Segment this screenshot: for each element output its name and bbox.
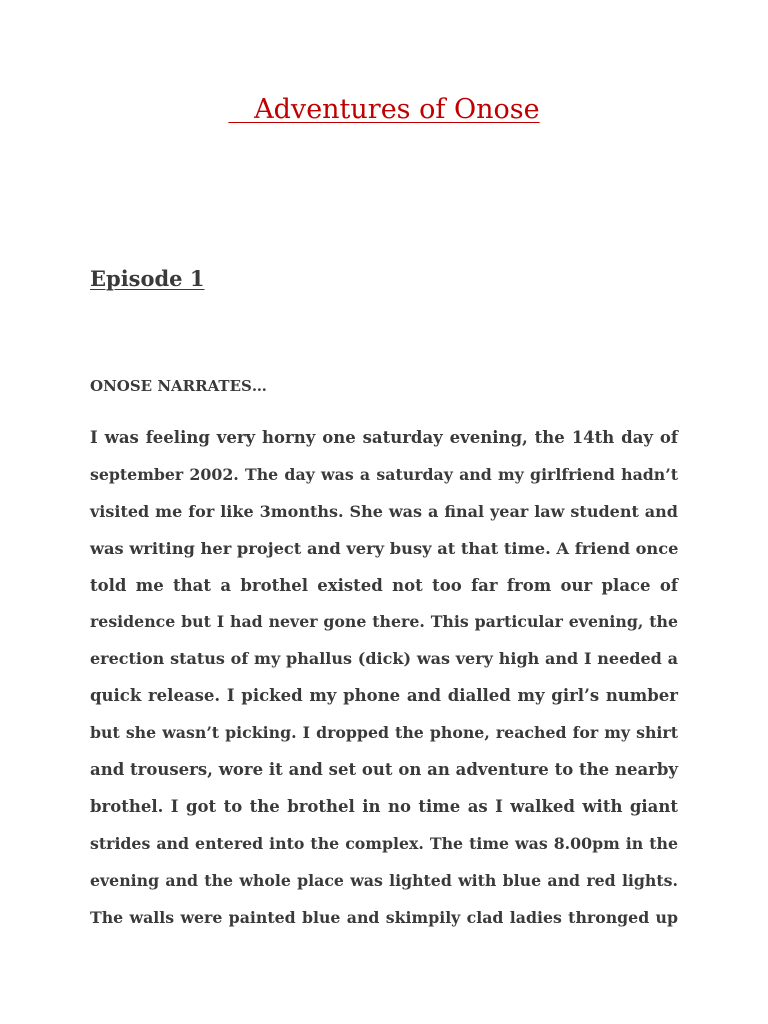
body-line: erection status of my phallus (dick) was very high and I needed a <box>90 649 678 669</box>
body-line: visited me for like 3months. She was a final year law student and <box>90 501 678 521</box>
body-line: was writing her project and very busy at that time. A friend once <box>90 538 679 558</box>
body-line: residence but I had never gone there. This particular evening, the <box>90 612 678 632</box>
body-paragraph <box>90 420 678 936</box>
body-line: strides and entered into the complex. The time was 8.00pm in the <box>90 833 678 853</box>
episode-heading: Episode 1 <box>90 266 205 291</box>
body-line: evening and the whole place was lighted with blue and red lights. <box>90 870 678 890</box>
body-line: september 2002. The day was a saturday and my girlfriend hadn’t <box>90 464 678 484</box>
body-line: told me that a brothel existed not too far from our place of <box>90 575 678 595</box>
body-line: quick release. I picked my phone and dialled my girl’s number <box>90 686 678 706</box>
body-line: I was feeling very horny one saturday evening, the 14th day of <box>90 428 678 447</box>
body-line: and trousers, wore it and set out on an adventure to the nearby <box>90 760 678 780</box>
body-line: but she wasn’t picking. I dropped the phone, reached for my shirt <box>90 723 678 743</box>
narrator-line: ONOSE NARRATES… <box>90 377 267 395</box>
document-title: Adventures of Onose <box>228 94 540 125</box>
body-line: The walls were painted blue and skimpily clad ladies thronged up <box>90 907 678 927</box>
body-line: brothel. I got to the brothel in no time as I walked with giant <box>90 796 678 816</box>
